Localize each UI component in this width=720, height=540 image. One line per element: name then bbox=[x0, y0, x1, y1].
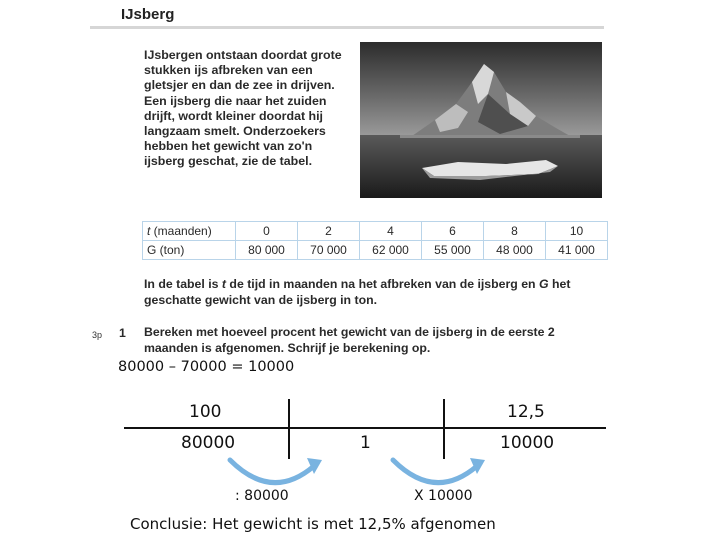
table-row bbox=[143, 241, 608, 260]
table-cell: 6 bbox=[422, 222, 484, 241]
table-cell: 62 000 bbox=[360, 241, 422, 260]
curved-arrow-icon bbox=[385, 452, 495, 492]
table-explanation: In de tabel is t de tijd in maanden na het afbreken van de ijsberg en G het geschatte gewicht van de ijsberg in ton. bbox=[144, 277, 571, 307]
table-cell: 10 bbox=[546, 222, 608, 241]
ratio-top-left: 100 bbox=[189, 402, 222, 422]
table-cell: 55 000 bbox=[422, 241, 484, 260]
table-cell: 0 bbox=[236, 222, 298, 241]
ratio-table-horizontal-line bbox=[124, 427, 606, 429]
ratio-table-divider-left bbox=[288, 399, 290, 459]
table-cell: 70 000 bbox=[298, 241, 360, 260]
multiply-label: X 10000 bbox=[414, 488, 473, 504]
divide-label: : 80000 bbox=[235, 488, 289, 504]
data-table bbox=[142, 221, 608, 260]
ratio-bottom-middle: 1 bbox=[360, 433, 371, 453]
ratio-table-divider-right bbox=[443, 399, 445, 459]
table-cell: 8 bbox=[484, 222, 546, 241]
intro-text: IJsbergen ontstaan doordat grote stukken ijs afbreken van een gletsjer en dan de zee in drijven. Een ijsberg die naar het zuiden drijft, wordt kleiner doordat hij langzaam smelt. Onderzoekers hebben het gewicht van zo'n ijsberg geschat, zie de tabel. bbox=[144, 48, 342, 169]
table-cell: 48 000 bbox=[484, 241, 546, 260]
conclusion-text: Conclusie: Het gewicht is met 12,5% afgenomen bbox=[130, 515, 496, 533]
table-row-label: t (maanden) bbox=[143, 222, 236, 241]
question-number: 1 bbox=[119, 326, 126, 340]
iceberg-photo bbox=[360, 42, 602, 198]
table-cell: 4 bbox=[360, 222, 422, 241]
table-row-label: G (ton) bbox=[143, 241, 236, 260]
question-text: Bereken met hoeveel procent het gewicht van de ijsberg in de eerste 2 maanden is afgenomen. Schrijf je berekening op. bbox=[144, 325, 555, 355]
ratio-top-right: 12,5 bbox=[507, 402, 545, 422]
title-divider bbox=[90, 26, 604, 29]
curved-arrow-icon bbox=[222, 452, 332, 492]
answer-calculation: 80000 – 70000 = 10000 bbox=[118, 359, 295, 375]
question-points: 3p bbox=[92, 330, 103, 340]
table-cell: 41 000 bbox=[546, 241, 608, 260]
ratio-bottom-right: 10000 bbox=[500, 433, 555, 453]
ratio-bottom-left: 80000 bbox=[181, 433, 236, 453]
table-row bbox=[143, 222, 608, 241]
table-cell: 2 bbox=[298, 222, 360, 241]
page-title: IJsberg bbox=[121, 6, 175, 23]
table-cell: 80 000 bbox=[236, 241, 298, 260]
